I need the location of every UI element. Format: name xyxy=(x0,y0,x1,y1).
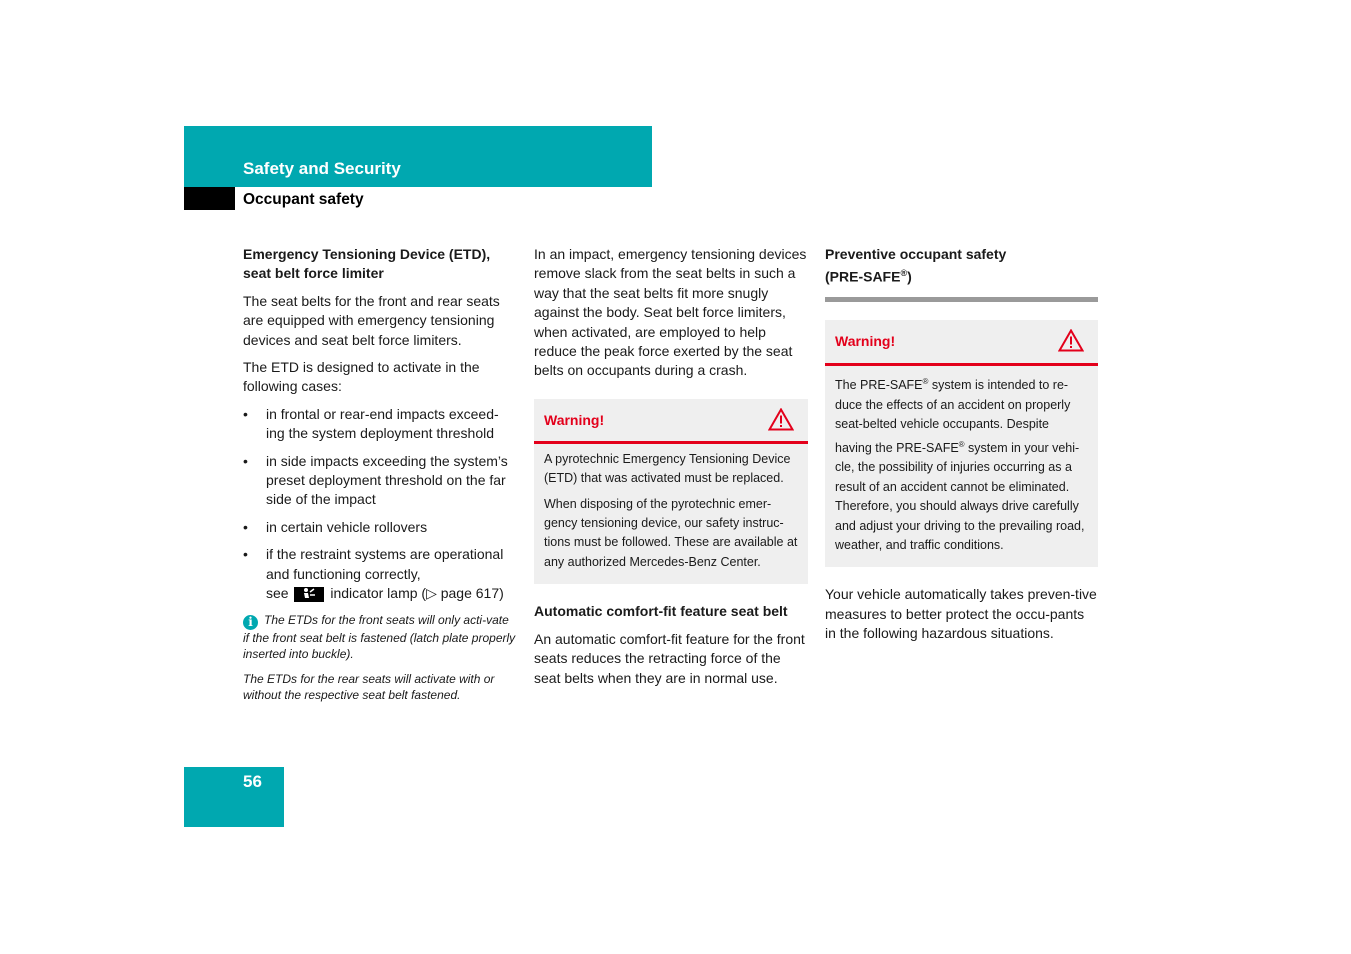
page-number-box xyxy=(184,767,284,827)
registered-mark: ® xyxy=(922,377,929,387)
warning-header xyxy=(825,320,1098,366)
pre-safe-description: Your vehicle automatically takes preven-tive measures to better protect the occu-pants in the following hazardous situations. xyxy=(825,586,1097,642)
see-text: see xyxy=(266,585,289,602)
heading-rule xyxy=(825,297,1098,302)
warning-text: A pyrotechnic Emergency Tensioning Device (ETD) that was activated must be replaced. xyxy=(544,451,791,486)
note-rear: The ETDs for the rear seats will activate with or without the respective seat belt fastened. xyxy=(243,671,495,703)
registered-mark: ® xyxy=(900,268,908,279)
pre-safe-heading-close: ) xyxy=(907,269,912,286)
airbag-indicator-icon xyxy=(294,587,324,602)
list-item xyxy=(243,545,516,603)
list-item: • in frontal or rear-end impacts exceed-ing the system deployment threshold xyxy=(243,405,516,444)
list-item: • in certain vehicle rollovers xyxy=(243,518,516,537)
section-title: Safety and Security xyxy=(243,159,401,178)
warning-body xyxy=(534,444,808,584)
warning-header xyxy=(534,399,808,444)
etd-heading: Emergency Tensioning Device (ETD), seat belt force limiter xyxy=(243,246,491,282)
warning-title: Warning! xyxy=(544,411,605,428)
warning-text-part: system is intended to re-duce the effects of an accident on properly seat-belted vehicle occupants. Despite having the PRE-SAFE xyxy=(835,378,1071,455)
etd-intro: The seat belts for the front and rear seats are equipped with emergency tensioning devices and seat belt force limiters. xyxy=(243,292,500,348)
subsection-marker xyxy=(184,187,235,210)
etd-cases-intro: The ETD is designed to activate in the following cases: xyxy=(243,359,480,395)
warning-text-part: system in your vehi-cle, the possibility of injuries occurring as a result of an accident cannot be eliminated. Therefore, you should always drive carefully and adjust your driving to the prevailing road, weather, and traffic conditions. xyxy=(835,441,1085,553)
pre-safe-heading-line2: (PRE-SAFE xyxy=(825,269,901,286)
etd-description: In an impact, emergency tensioning devices remove slack from the seat belts in such a way that the seat belts fit more snugly against the body. Seat belt force limiters, when activated, are employed to help reduce the peak force exerted by the seat belts on occupants during a crash. xyxy=(534,246,807,379)
pre-safe-heading-line1: Preventive occupant safety xyxy=(825,246,1007,262)
warning-triangle-icon xyxy=(1058,329,1084,357)
list-item: • in side impacts exceeding the system’s preset deployment threshold on the far side of the impact xyxy=(243,452,516,510)
warning-box-etd xyxy=(534,399,808,584)
warning-body xyxy=(825,366,1098,567)
warning-text-part: The PRE-SAFE xyxy=(835,378,923,393)
warning-text xyxy=(835,372,1088,555)
info-icon: i xyxy=(243,615,258,630)
comfort-fit-heading: Automatic comfort-fit feature seat belt xyxy=(534,603,788,620)
registered-mark: ® xyxy=(958,439,965,449)
page-reference[interactable]: indicator lamp (▷ page 617) xyxy=(330,585,504,602)
subsection-title: Occupant safety xyxy=(243,191,364,208)
etd-cases-list xyxy=(243,405,516,604)
column-right xyxy=(825,245,1098,652)
column-middle xyxy=(534,245,808,696)
warning-title: Warning! xyxy=(835,333,896,350)
warning-triangle-icon xyxy=(768,408,794,436)
pre-safe-heading xyxy=(825,245,1098,287)
info-note xyxy=(243,612,516,663)
list-item-text: if the restraint systems are operational and functioning correctly, xyxy=(266,546,504,582)
warning-text: When disposing of the pyrotechnic emer-gency tensioning device, our safety instruc-tions must be followed. These are available at any authorized Mercedes-Benz Center. xyxy=(544,496,798,569)
comfort-fit-text: An automatic comfort-fit feature for the front seats reduces the retracting force of the seat belts when they are in normal use. xyxy=(534,630,805,686)
note-front-text: The ETDs for the front seats will only acti-vate if the front seat belt is fastened (latch plate properly inserted into buckle). xyxy=(243,612,516,662)
column-left xyxy=(243,245,516,711)
page-number: 56 xyxy=(243,772,262,791)
warning-box-pre-safe xyxy=(825,320,1098,567)
